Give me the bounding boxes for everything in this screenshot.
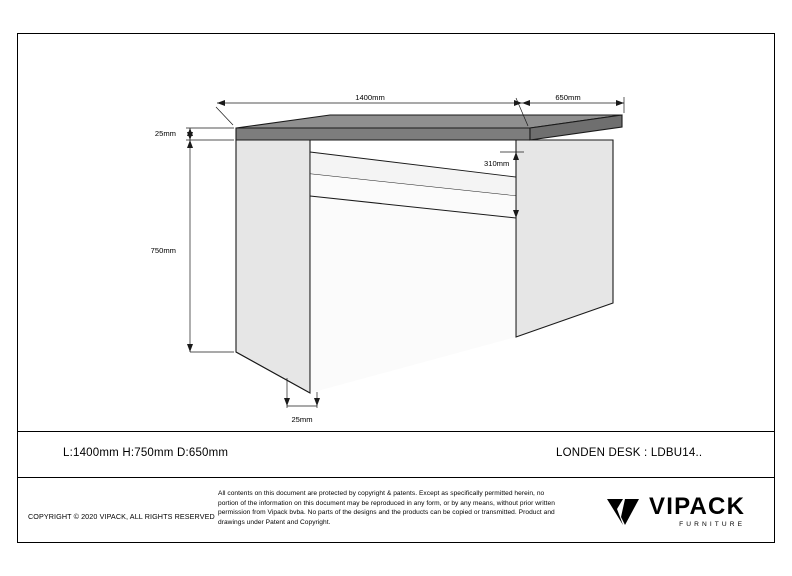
product-dimensions-title: L:1400mm H:750mm D:650mm — [63, 447, 229, 459]
dim-label-clearance: 310mm — [484, 159, 510, 168]
vipack-logo — [605, 495, 745, 528]
vipack-tagline: FURNITURE — [679, 521, 746, 528]
dim-label-height: 750mm — [150, 246, 176, 255]
ext-line-width-left — [216, 107, 233, 125]
right-side-panel — [516, 140, 613, 337]
dim-label-top-thickness: 25mm — [154, 129, 176, 138]
legal-notice: All contents on this document are protected by copyright & patents. Except as specifically permitted herein, no portion of the information on this document may be reproduced in any form, or by any means, without prior written permission from Vipack bvba. No parts of the designs and the products can be copied or transmitted. Product and drawings under Patent and Copyright. — [218, 490, 555, 526]
left-side-panel — [236, 140, 310, 393]
vipack-logo-text — [649, 495, 745, 528]
desk-geometry — [236, 115, 622, 393]
desk-top-front-edge — [236, 128, 530, 140]
product-name-code: LONDEN DESK : LDBU14.. — [556, 447, 703, 459]
dim-label-depth: 650mm — [555, 93, 581, 102]
dim-label-width: 1400mm — [355, 93, 385, 102]
vipack-logo-mark — [605, 496, 641, 528]
dim-label-panel-thickness: 25mm — [291, 415, 313, 424]
vipack-wordmark: VIPACK — [649, 493, 746, 520]
copyright-notice: COPYRIGHT © 2020 VIPACK, ALL RIGHTS RESERVED — [28, 512, 215, 521]
